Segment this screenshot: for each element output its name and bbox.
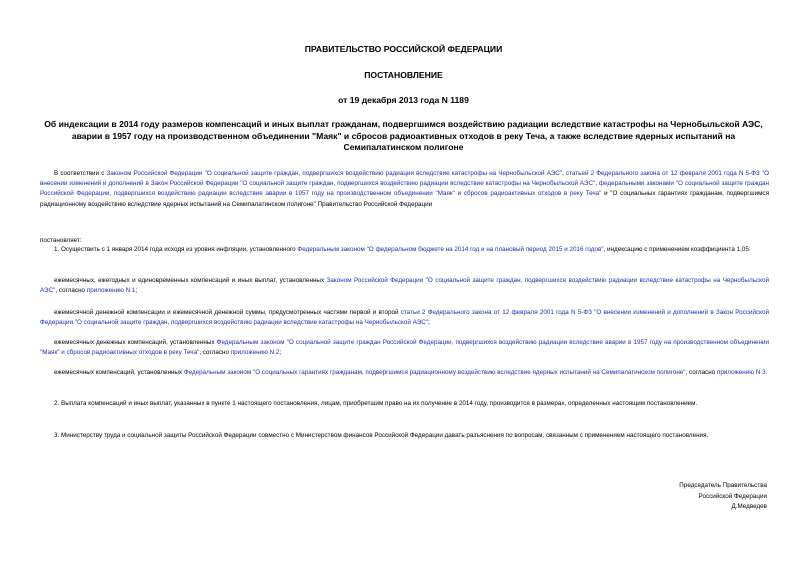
clause-text: ежемесячных денежных компенсаций, установленных xyxy=(54,339,217,346)
preamble-text: , xyxy=(595,180,599,188)
preamble xyxy=(40,169,769,210)
preamble-text: В соответствии с xyxy=(54,170,107,177)
article2-law-5fz-link[interactable]: статьей 2 Федерального закона от 12 февраля 2001 года N 5-ФЗ "О внесении изменений и дополнений в Закон Российской Федерации "О социальной защите граждан, подвергшихся воздействию радиации вследствие катастрофы на Чернобыльской АЭС" xyxy=(40,170,770,188)
law-chernobyl-link[interactable]: Законом Российской Федерации "О социальной защите граждан, подвергшихся воздействию радиации вследствие катастрофы на Чернобыльской АЭС" xyxy=(40,277,769,295)
clause-text: . xyxy=(765,369,768,376)
clause-text: ; xyxy=(135,287,138,295)
subclause-mayak xyxy=(40,338,769,358)
signature-name: Д.Медведев xyxy=(731,503,767,510)
preamble-text: и "О социальных гарантиях гражданам, подвергшимся радиационному воздействию вследствие ядерных испытаний на Семипалатинском полигоне" Правительство Российской Федерации xyxy=(40,190,769,208)
appendix-2-link[interactable]: приложению N 2 xyxy=(230,349,280,357)
clause-text: ежемесячных компенсаций, установленных xyxy=(54,369,184,376)
article2-law-5fz-link[interactable]: статьи 2 Федерального закона от 12 февраля 2001 года N 5-ФЗ "О внесении изменений и дополнений в Закон Российской Федерации "О социальной защите граждан, подвергшихся воздействию радиации вследствие катастрофы на Чернобыльской АЭС" xyxy=(40,309,769,327)
law-mayak-link[interactable]: Федеральным законом "О социальной защите граждан Российской Федерации, подвергшихся воздействию радиации вследствие аварии в 1957 году на производственном объединении "Маяк" и сбросов радиоактивных отходов в реку Теча" xyxy=(40,339,770,357)
document-title: Об индексации в 2014 году размеров компенсаций и иных выплат гражданам, подвергшимся воздействию радиации вследствие катастрофы на Чернобыльской АЭС, аварии в 1957 году на производственном объединении "Маяк" и сбросов радиоактивных отходов в реку Теча, а также вследствие ядерных испытаний на Семипалатинском полигоне xyxy=(44,119,763,152)
federal-budget-law-link[interactable]: Федеральным законом "О федеральном бюджете на 2014 год и на плановый период 2015 и 2016 годов" xyxy=(297,246,604,253)
clause-text: ежемесячной денежной компенсации и ежемесячной денежной суммы, предусмотренных частями первой и второй xyxy=(54,309,401,316)
signature-block xyxy=(679,481,767,513)
clause-text: , согласно xyxy=(199,349,231,357)
decrees-label: постановляет: xyxy=(40,237,82,244)
subclause-chernobyl xyxy=(40,276,769,296)
clause-text: ; xyxy=(428,319,430,327)
appendix-1-link[interactable]: приложению N 1 xyxy=(86,287,136,295)
federal-laws-mayak-link[interactable]: федеральными законами "О социальной защите граждан Российской Федерации, подвергшихся воздействию радиации вследствие аварии в 1957 году на производственном объединении "Маяк" и сбросов радиоактивных отходов в реку Теча" xyxy=(40,180,769,198)
signature-title: Председатель Правительства xyxy=(679,482,767,489)
signature-org: Российской Федерации xyxy=(698,492,767,500)
clause-text: , согласно xyxy=(685,369,717,376)
clause-text: 1. Осуществить с 1 января 2014 года исходя из уровня инфляции, установленного xyxy=(54,246,298,253)
clause-text: , индексацию с применением коэффициента 1,05: xyxy=(603,246,751,253)
date-and-number: от 19 декабря 2013 года N 1189 xyxy=(338,95,469,105)
appendix-3-link[interactable]: приложению N 3 xyxy=(716,369,766,376)
clause-text: ; xyxy=(279,349,282,357)
preamble-text: , xyxy=(562,170,566,177)
law-semipalatinsk-link[interactable]: Федеральным законом "О социальных гарантиях гражданам, подвергшимся радиационному воздействию вследствие ядерных испытаний на Семипалатинском полигоне" xyxy=(183,369,686,376)
law-chernobyl-link[interactable]: Законом Российской Федерации "О социальной защите граждан, подвергшихся воздействию радиации вследствие катастрофы на Чернобыльской АЭС" xyxy=(106,170,563,177)
subclause-article2 xyxy=(40,308,769,328)
clause-3: 3. Министерству труда и социальной защиты Российской Федерации совместно с Министерством финансов Российской Федерации давать разъяснения по вопросам, связанным с применением настоящего постановления. xyxy=(54,432,709,439)
clause-2: 2. Выплата компенсаций и иных выплат, указанных в пункте 1 настоящего постановления, лицам, приобретшим право на их получение в 2014 году, производится в размерах, определенных настоящим постановлением. xyxy=(54,400,698,407)
government-heading: ПРАВИТЕЛЬСТВО РОССИЙСКОЙ ФЕДЕРАЦИИ xyxy=(304,44,503,54)
clause-1 xyxy=(40,245,769,255)
clause-text: , согласно xyxy=(55,287,87,295)
clause-text: ежемесячных, ежегодных и единовременных компенсаций и иных выплат, установленных xyxy=(54,277,327,284)
subclause-semipalatinsk xyxy=(40,368,769,378)
document-type: ПОСТАНОВЛЕНИЕ xyxy=(364,70,443,80)
